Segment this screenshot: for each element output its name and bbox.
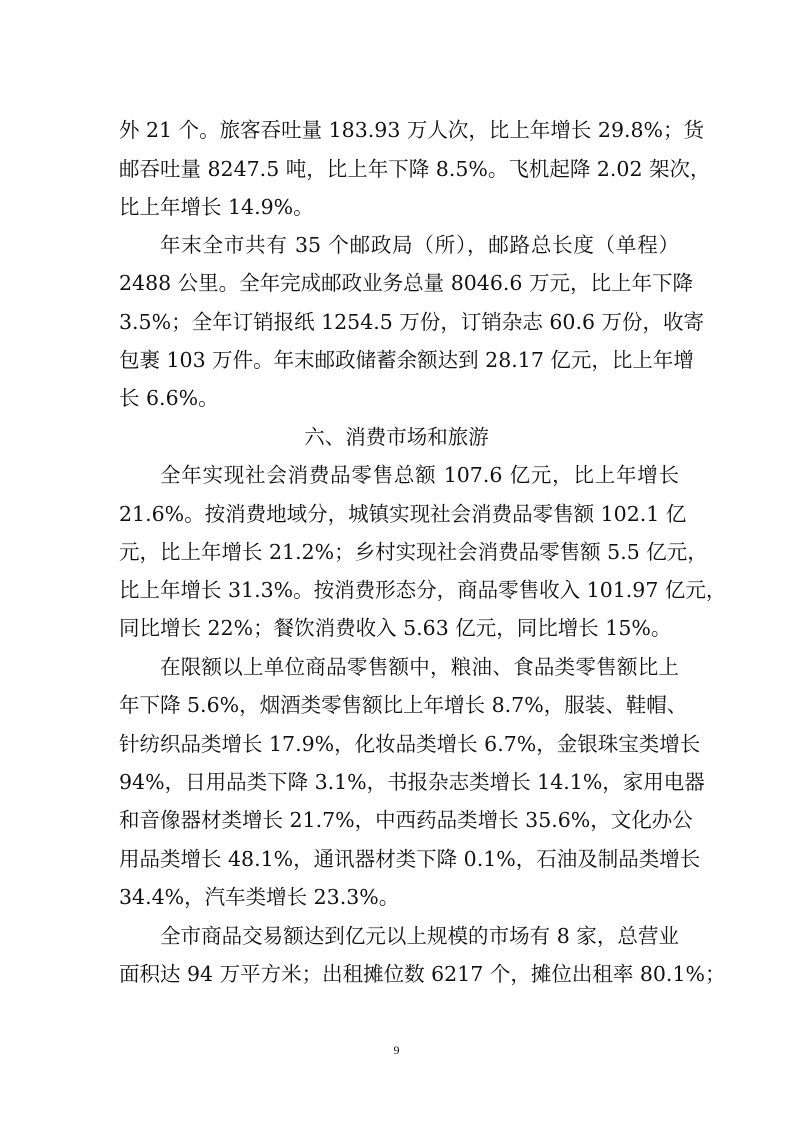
paragraph-line: 3.5%；全年订销报纸 1254.5 万份，订销杂志 60.6 万份，收寄 xyxy=(119,310,705,334)
paragraph-line: 在限额以上单位商品零售额中，粮油、食品类零售额比上 xyxy=(160,655,679,679)
paragraph-line: 包裹 103 万件。年末邮政储蓄余额达到 28.17 亿元，比上年增 xyxy=(119,348,694,372)
paragraph-line: 长 6.6%。 xyxy=(119,386,219,410)
paragraph-line: 21.6%。按消费地域分，城镇实现社会消费品零售额 102.1 亿 xyxy=(119,502,687,526)
paragraph-line: 和音像器材类增长 21.7%，中西药品类增长 35.6%，文化办公 xyxy=(119,808,693,832)
paragraph-line: 邮吞吐量 8247.5 吨，比上年下降 8.5%。飞机起降 2.02 架次， xyxy=(119,157,711,181)
paragraph-line: 年末全市共有 35 个邮政局（所），邮路总长度（单程） xyxy=(160,233,679,257)
section-heading: 六、消费市场和旅游 xyxy=(304,425,489,449)
paragraph-line: 元，比上年增长 21.2%；乡村实现社会消费品零售额 5.5 亿元， xyxy=(119,540,708,564)
paragraph-line: 全市商品交易额达到亿元以上规模的市场有 8 家，总营业 xyxy=(160,924,679,948)
paragraph-line: 面积达 94 万平方米；出租摊位数 6217 个，摊位出租率 80.1%； xyxy=(119,962,726,986)
paragraph-line: 比上年增长 31.3%。按消费形态分，商品零售收入 101.97 亿元， xyxy=(119,578,727,602)
paragraph-line: 比上年增长 14.9%。 xyxy=(119,195,314,219)
paragraph-line: 94%，日用品类下降 3.1%，书报杂志类增长 14.1%，家用电器 xyxy=(119,770,705,794)
paragraph-line: 同比增长 22%；餐饮消费收入 5.63 亿元，同比增长 15%。 xyxy=(119,616,672,640)
paragraph-line: 年下降 5.6%，烟酒类零售额比上年增长 8.7%，服装、鞋帽、 xyxy=(119,693,688,717)
paragraph-line: 外 21 个。旅客吞吐量 183.93 万人次，比上年增长 29.8%；货 xyxy=(119,118,705,142)
paragraph-line: 用品类增长 48.1%，通讯器材类下降 0.1%，石油及制品类增长 xyxy=(119,847,701,871)
paragraph-line: 2488 公里。全年完成邮政业务总量 8046.6 万元，比上年下降 xyxy=(119,271,693,295)
paragraph-line: 针纺织品类增长 17.9%，化妆品类增长 6.7%，金银珠宝类增长 xyxy=(119,732,701,756)
paragraph-line: 全年实现社会消费品零售总额 107.6 亿元，比上年增长 xyxy=(160,463,679,487)
page-number: 9 xyxy=(393,1043,400,1057)
paragraph-line: 34.4%，汽车类增长 23.3%。 xyxy=(119,885,400,909)
